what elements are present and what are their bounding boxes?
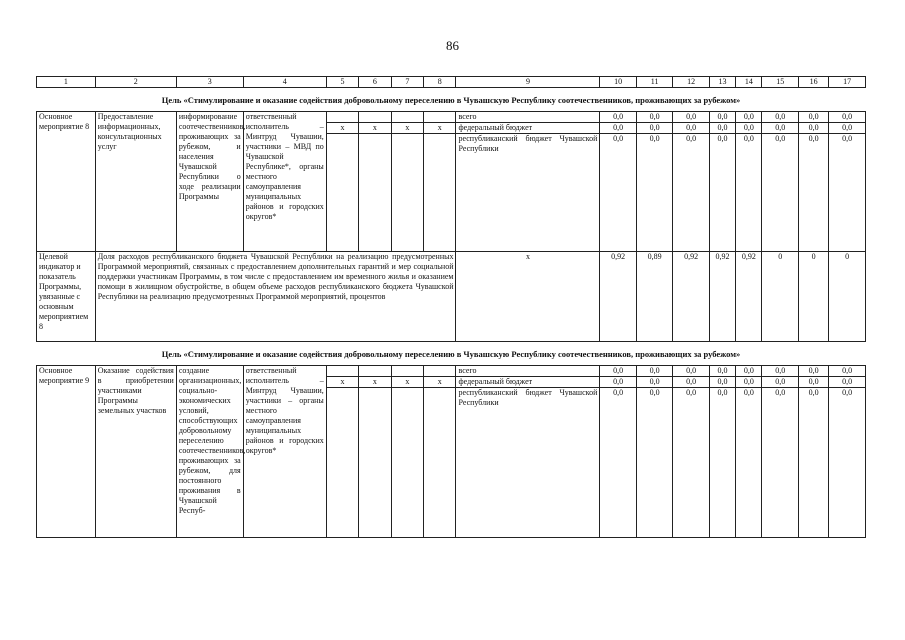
x-mark: x — [391, 377, 423, 388]
value-cell: 0,0 — [798, 388, 828, 538]
funding-source: федеральный бюджет — [456, 377, 600, 388]
value-cell: 0,0 — [600, 377, 636, 388]
goal-row — [37, 342, 866, 366]
value-cell: 0,0 — [600, 112, 636, 123]
value-cell: 0,0 — [736, 388, 762, 538]
value-cell: 0,0 — [829, 388, 866, 538]
value-cell: 0,0 — [736, 377, 762, 388]
event9-name: Оказание содействия в приобретении участниками Программы земельных участков — [95, 366, 176, 538]
value-cell: 0,0 — [636, 112, 672, 123]
column-number: 8 — [424, 77, 456, 88]
value-cell: 0,0 — [798, 377, 828, 388]
value-cell: 0,0 — [798, 112, 828, 123]
value-cell: 0,0 — [709, 388, 735, 538]
value-cell: 0,0 — [829, 112, 866, 123]
x-mark: x — [326, 377, 358, 388]
value-cell: 0,0 — [673, 134, 709, 252]
x-mark: x — [424, 123, 456, 134]
x-mark: x — [456, 252, 600, 342]
event8-name: Предоставление информационных, консультационных услуг — [95, 112, 176, 252]
value-cell: 0,0 — [709, 377, 735, 388]
value-cell: 0,0 — [600, 366, 636, 377]
value-cell: 0,0 — [736, 123, 762, 134]
indicator-value: 0,92 — [600, 252, 636, 342]
indicator-value: 0,92 — [709, 252, 735, 342]
event8-total-row — [37, 112, 866, 123]
x-mark: x — [391, 123, 423, 134]
value-cell: 0,0 — [798, 123, 828, 134]
program-events-table — [36, 76, 866, 538]
column-number: 5 — [326, 77, 358, 88]
value-cell: 0,0 — [762, 134, 798, 252]
column-number: 16 — [798, 77, 828, 88]
indicator-value: 0 — [829, 252, 866, 342]
funding-source: республиканский бюджет Чувашской Республики — [456, 388, 600, 538]
column-number: 1 — [37, 77, 96, 88]
event8-result: информирование соотечественников, проживающих за рубежом, и населения Чувашской Республики о ходе реализации Программы — [176, 112, 243, 252]
value-cell: 0,0 — [829, 377, 866, 388]
event9-total-row — [37, 366, 866, 377]
value-cell: 0,0 — [736, 134, 762, 252]
event9-result: создание организационных, социально-экономических условий, способствующих добровольному переселению соотечественников, проживающих за рубежом, для постоянного проживания в Чувашской Респуб- — [176, 366, 243, 538]
column-number: 17 — [829, 77, 866, 88]
event9-title: Основное мероприятие 9 — [37, 366, 96, 538]
value-cell: 0,0 — [798, 134, 828, 252]
value-cell: 0,0 — [673, 366, 709, 377]
value-cell: 0,0 — [600, 123, 636, 134]
value-cell: 0,0 — [829, 134, 866, 252]
column-number: 7 — [391, 77, 423, 88]
value-cell: 0,0 — [636, 377, 672, 388]
column-number: 11 — [636, 77, 672, 88]
value-cell: 0,0 — [673, 123, 709, 134]
value-cell: 0,0 — [762, 112, 798, 123]
value-cell: 0,0 — [673, 112, 709, 123]
event8-executors: ответственный исполнитель – Минтруд Чувашии, участники – МВД по Чувашской Республике*, органы местного самоуправления муниципальных районов и городских округов* — [243, 112, 326, 252]
value-cell: 0,0 — [709, 123, 735, 134]
column-number: 10 — [600, 77, 636, 88]
indicator-value: 0,92 — [673, 252, 709, 342]
value-cell: 0,0 — [762, 366, 798, 377]
value-cell: 0,0 — [762, 377, 798, 388]
funding-source: республиканский бюджет Чувашской Республики — [456, 134, 600, 252]
indicator8-description: Доля расходов республиканского бюджета Чувашской Республики на реализацию предусмотренных Программой мероприятий, связанных с предоставлением дополнительных гарантий и мер социальной поддержки участникам Программы, в том числе с предоставлением им временного жилья и оказанием помощи в жилищном обустройстве, в общем объеме расходов республиканского бюджета Чувашской Республики на реализацию предусмотренных Программой мероприятий, процентов — [95, 252, 456, 342]
value-cell: 0,0 — [709, 112, 735, 123]
x-mark: x — [326, 123, 358, 134]
column-number: 9 — [456, 77, 600, 88]
column-number: 14 — [736, 77, 762, 88]
value-cell: 0,0 — [798, 366, 828, 377]
indicator-value: 0,89 — [636, 252, 672, 342]
value-cell: 0,0 — [673, 377, 709, 388]
column-number: 4 — [243, 77, 326, 88]
event8-title: Основное мероприятие 8 — [37, 112, 96, 252]
value-cell: 0,0 — [636, 388, 672, 538]
x-mark: x — [424, 377, 456, 388]
column-number: 3 — [176, 77, 243, 88]
funding-source: всего — [456, 366, 600, 377]
column-number: 13 — [709, 77, 735, 88]
funding-source: всего — [456, 112, 600, 123]
x-mark: x — [359, 123, 391, 134]
value-cell: 0,0 — [762, 123, 798, 134]
column-number: 15 — [762, 77, 798, 88]
column-number: 12 — [673, 77, 709, 88]
column-numbers-row — [37, 77, 866, 88]
page-number: 86 — [446, 38, 459, 53]
column-number: 2 — [95, 77, 176, 88]
value-cell: 0,0 — [636, 123, 672, 134]
value-cell: 0,0 — [736, 366, 762, 377]
indicator8-title: Целевой индикатор и показатель Программы, увязанные с основным мероприятием 8 — [37, 252, 96, 342]
value-cell: 0,0 — [600, 134, 636, 252]
indicator-value: 0,92 — [736, 252, 762, 342]
indicator-value: 0 — [798, 252, 828, 342]
value-cell: 0,0 — [709, 134, 735, 252]
goal-heading: Цель «Стимулирование и оказание содействия добровольному переселению в Чувашскую Республику соотечественников, проживающих за рубежом» — [37, 88, 866, 112]
column-number: 6 — [359, 77, 391, 88]
funding-source: федеральный бюджет — [456, 123, 600, 134]
value-cell: 0,0 — [829, 123, 866, 134]
value-cell: 0,0 — [636, 366, 672, 377]
event9-executors: ответственный исполнитель – Минтруд Чувашии, участники – органы местного самоуправления муниципальных районов и городских округов* — [243, 366, 326, 538]
value-cell: 0,0 — [762, 388, 798, 538]
value-cell: 0,0 — [600, 388, 636, 538]
indicator8-row — [37, 252, 866, 342]
value-cell: 0,0 — [829, 366, 866, 377]
x-mark: x — [359, 377, 391, 388]
indicator-value: 0 — [762, 252, 798, 342]
value-cell: 0,0 — [673, 388, 709, 538]
value-cell: 0,0 — [636, 134, 672, 252]
goal-heading: Цель «Стимулирование и оказание содействия добровольному переселению в Чувашскую Республику соотечественников, проживающих за рубежом» — [37, 342, 866, 366]
value-cell: 0,0 — [736, 112, 762, 123]
goal-row — [37, 88, 866, 112]
value-cell: 0,0 — [709, 366, 735, 377]
